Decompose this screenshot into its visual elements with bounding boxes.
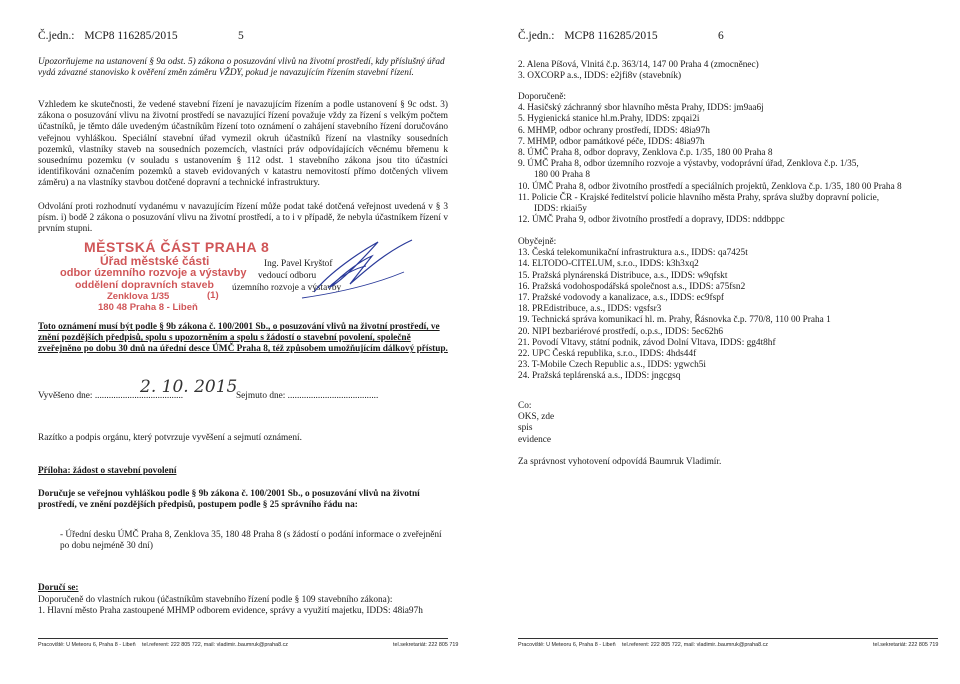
page-footer: [38, 642, 459, 648]
responsible-person: Za správnost vyhotovení odpovídá Baumruk Vladimír.: [518, 457, 722, 467]
footer-address: Pracoviště: U Meteoru 6, Praha 8 - Libeň: [518, 642, 616, 648]
stamp-line-5: Zenklova 1/35: [107, 291, 170, 302]
posted-field: [38, 391, 238, 402]
handwritten-date: 2. 10. 2015: [140, 377, 238, 397]
recommended-section: [518, 92, 938, 226]
footer-secretariat: tel.sekretariát: 222 805 719: [393, 642, 459, 648]
list-item: 11. Policie ČR - Krajské ředitelství policie hlavního města Prahy, správa služby dopravní policie,: [518, 192, 880, 203]
reference-number: MCP8 116285/2015: [84, 30, 178, 42]
list-item: 13. Česká telekomunikační infrastruktura a.s., IDDS: qa7425t: [518, 248, 748, 259]
page-header: [38, 30, 244, 42]
stamp-number: (1): [207, 290, 219, 301]
removed-label: Sejmuto dne:: [236, 391, 286, 401]
signatory-name: Ing. Pavel Kryštof: [264, 259, 333, 269]
list-item: 15. Pražská plynárenská Distribuce, a.s., IDDS: w9qfskt: [518, 270, 728, 281]
list-item: 19. Technická správa komunikací hl. m. Prahy, Řásnovka č.p. 770/8, 110 00 Praha 1: [518, 315, 831, 326]
warning-note: Upozorňujeme na ustanovení § 9a odst. 5) zákona o posuzování vlivů na životní prostředí, kdy příslušný úřad vydá závazné stanovisko k ověření změn záměru VŽDY, pokud je navazujícím řízením stavební řízení.: [38, 57, 445, 79]
delivered-text: Doporučeně do vlastních rukou (účastníkům stavebního řízení podle § 109 stavebního zákona):: [38, 595, 393, 605]
list-item: 23. T-Mobile Czech Republic a.s., IDDS: ygwch5i: [518, 360, 706, 371]
list-item: 20. NIPI bezbariérové prostředí, o.p.s., IDDS: 5ec62h6: [518, 326, 723, 337]
delivered-label: Doručí se:: [38, 583, 79, 593]
list-item: 7. MHMP, odbor památkové péče, IDDS: 48ia97h: [518, 136, 705, 147]
list-item: 5. Hygienická stanice hl.m.Prahy, IDDS: zpqai2i: [518, 114, 700, 125]
signatory-role-2: územního rozvoje a výstavby: [232, 283, 342, 293]
page-footer: [518, 642, 939, 648]
footer-address: Pracoviště: U Meteoru 6, Praha 8 - Libeň: [38, 642, 136, 648]
paragraph-appeal: Odvolání proti rozhodnutí vydanému v navazujícím řízení může podat také dotčená veřejnost uvedená v § 3 písm. i) bodě 2 zákona o posuzování vlivu na životní prostředí, a to i v případě, že nebyla účastníkem řízení v prvním stupni.: [38, 202, 448, 235]
paragraph-participants: Vzhledem ke skutečnosti, že vedené stavební řízení je navazujícím řízením a podle ustanovení § 9c odst. 3) zákona o posuzování vlivu na životní prostředí se navazující řízení považuje vždy za řízení s velkým počtem účastníků, je těmto dále uvedeným účastníkům řízení toto oznámení o zahájení stavebního řízení doručováno veřejnou vyhláškou. Speciální stavební úřad vymezil okruh účastníků řízení na vlastníky sousedních pozemků, vlastníky staveb na sousedních pozemcích, vlastníci práv odpovídajících věcnému břemenu k sousednímu pozemku (v souladu s ustanovením § 112 odst. 1 stavebního zákona jsou tito účastníci identifikováni označením pozemků a staveb evidovaných v katastru nemovitostí přímo dotčených vlivem záměru) a na vlastníky stavbou dotčené dopravní a technické infrastruktury.: [38, 100, 448, 189]
footer-divider: [38, 638, 448, 639]
copies-label: Co:: [518, 401, 532, 411]
list-item: OKS, zde: [518, 412, 555, 423]
list-item: 12. ÚMČ Praha 9, odbor životního prostředí a dopravy, IDDS: nddbppc: [518, 215, 785, 226]
posted-dots: ......................................: [94, 391, 184, 401]
footer-divider: [518, 638, 938, 639]
ordinary-section: [518, 237, 938, 383]
handwritten-signature-icon: [300, 232, 418, 300]
list-item: 18. PREdistribuce, a.s., IDDS: vgsfsr3: [518, 304, 662, 315]
list-item: 6. MHMP, odbor ochrany prostředí, IDDS: 48ia97h: [518, 125, 710, 136]
delivered-item-1: 1. Hlavní město Praha zastoupené MHMP odborem evidence, správy a využití majetku, IDDS: 48ia97h: [38, 606, 423, 616]
recommended-label: Doporučeně:: [518, 92, 567, 102]
removed-field: [236, 391, 436, 402]
list-item: 16. Pražská vodohospodářská společnost a.s., IDDS: a75fsn2: [518, 281, 746, 292]
attachment-label: Příloha: žádost o stavební povolení: [38, 466, 177, 476]
delivery-statement: Doručuje se veřejnou vyhláškou podle § 9b zákona č. 100/2001 Sb., o posuzování vlivů na životní prostředí, ve znění pozdějších předpisů, postupem podle § 25 správního řádu na:: [38, 489, 420, 511]
stamp-line-4: oddělení dopravních staveb: [75, 279, 214, 291]
document-page-6: [480, 0, 960, 684]
copies-section: [518, 401, 938, 446]
list-item: 9. ÚMČ Praha 8, odbor územního rozvoje a výstavby, vodoprávní úřad, Zenklova č.p. 1/35,: [518, 159, 859, 170]
page-header: [518, 30, 724, 42]
ordinary-label: Obyčejně:: [518, 237, 557, 247]
stamp-line-2: Úřad městské části: [100, 254, 210, 268]
list-item: spis: [518, 423, 533, 434]
footer-secretariat: tel.sekretariát: 222 805 719: [873, 642, 939, 648]
list-item: 8. ÚMČ Praha 8, odbor dopravy, Zenklova č.p. 1/35, 180 00 Praha 8: [518, 148, 773, 159]
list-item: 17. Pražské vodovody a kanalizace, a.s., IDDS: ec9fspf: [518, 293, 725, 304]
list-item: 180 00 Praha 8: [534, 170, 591, 181]
list-item: 2. Alena Píšová, Vlnitá č.p. 363/14, 147 00 Praha 4 (zmocněnec): [518, 60, 759, 70]
list-item: IDDS: rkiai5y: [534, 204, 587, 215]
list-item: 4. Hasičský záchranný sbor hlavního města Prahy, IDDS: jm9aa6j: [518, 103, 764, 114]
stamp-line-1: MĚSTSKÁ ČÁST PRAHA 8: [84, 239, 270, 255]
list-item: 14. ELTODO-CITELUM, s.r.o., IDDS: k3h3xq2: [518, 259, 699, 270]
list-item: 21. Povodí Vltavy, státní podnik, závod Dolní Vltava, IDDS: gg4t8hf: [518, 337, 776, 348]
footer-contact: tel.referent: 222 805 722, mail: vladimir..baumruk@praha8.cz: [622, 642, 769, 648]
reference-number: MCP8 116285/2015: [564, 30, 658, 42]
participants-list-top: [518, 60, 938, 82]
footer-contact: tel.referent: 222 805 722, mail: vladimir..baumruk@praha8.cz: [142, 642, 289, 648]
list-item: 3. OXCORP a.s., IDDS: e2jfi8v (stavebník): [518, 71, 682, 82]
posted-label: Vyvěšeno dne:: [38, 391, 93, 401]
stamp-line-6: 180 48 Praha 8 - Libeň: [98, 302, 198, 313]
list-item: 10. ÚMČ Praha 8, odbor životního prostředí a speciálních projektů, Zenklova č.p. 1/35, 180 00 Praha 8: [518, 181, 902, 192]
list-item: evidence: [518, 434, 552, 445]
page-number: 5: [238, 30, 244, 42]
signatory-role-1: vedoucí odboru: [258, 271, 317, 281]
stamp-confirmation-note: Razítko a podpis orgánu, který potvrzuje vyvěšení a sejmutí oznámení.: [38, 433, 302, 443]
removed-dots: .......................................: [287, 391, 379, 401]
publication-notice: Toto oznámení musí být podle § 9b zákona č. 100/2001 Sb., o posuzování vlivů na životní prostředí, ve znění pozdějších předpisů, spolu s upozorněním a spolu s žádostí o stavební povolení, společně zveřejněno po dobu 30 dnů na úřední desce ÚMČ Praha 8, též způsobem umožňujícím dálkový přístup.: [38, 322, 448, 355]
reference-label: Č.jedn.:: [38, 30, 75, 42]
delivery-item: - Úřední desku ÚMČ Praha 8, Zenklova 35, 180 48 Praha 8 (s žádostí o podání informace o zveřejnění po dobu nejméně 30 dní): [60, 530, 442, 552]
stamp-line-3: odbor územního rozvoje a výstavby: [60, 267, 247, 279]
page-number: 6: [718, 30, 724, 42]
list-item: 22. UPC Česká republika, s.r.o., IDDS: 4hds44f: [518, 349, 697, 360]
list-item: 24. Pražská teplárenská a.s., IDDS: jngcgsq: [518, 371, 681, 382]
reference-label: Č.jedn.:: [518, 30, 555, 42]
